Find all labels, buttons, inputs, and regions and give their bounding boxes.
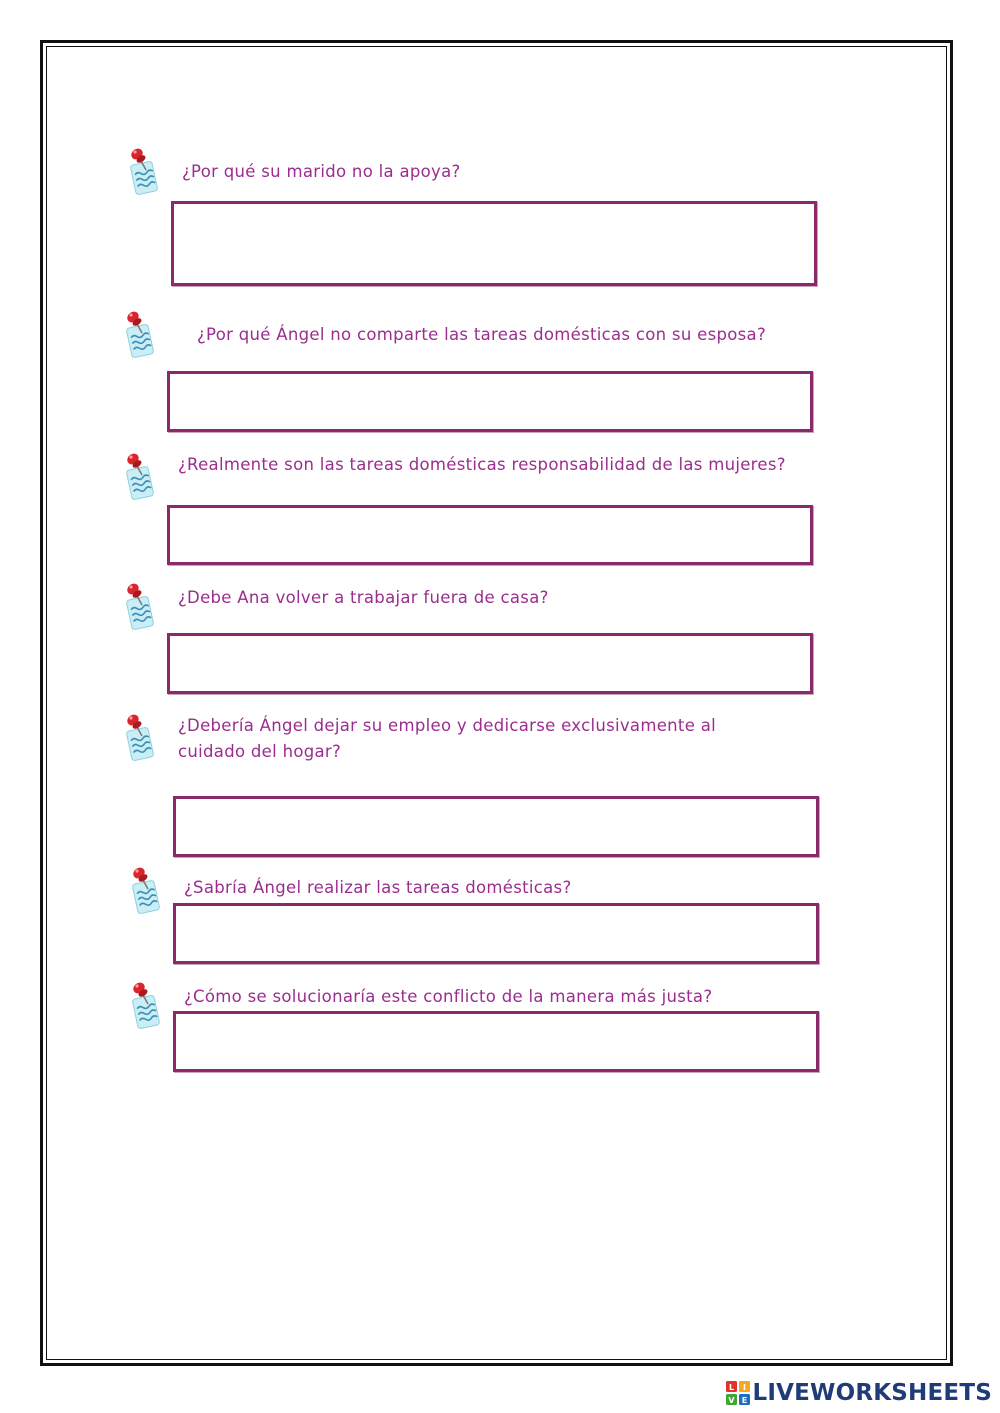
liveworksheets-logo-icon	[726, 1381, 750, 1405]
answer-box-2[interactable]	[167, 371, 813, 432]
brand-name: LIVEWORKSHEETS	[752, 1380, 992, 1406]
svg-text:L: L	[728, 1383, 734, 1392]
answer-box-3[interactable]	[167, 505, 813, 565]
answer-input-4[interactable]	[170, 636, 810, 691]
pushpin-memo-icon	[126, 865, 166, 917]
answer-input-5[interactable]	[176, 799, 816, 854]
answer-input-7[interactable]	[176, 1014, 816, 1069]
answer-input-6[interactable]	[176, 906, 816, 961]
question-1: ¿Por qué su marido no la apoya?	[182, 162, 461, 181]
svg-text:I: I	[742, 1383, 746, 1392]
pushpin-memo-icon	[120, 451, 160, 503]
question-7: ¿Cómo se solucionaría este conflicto de la manera más justa?	[184, 987, 713, 1006]
svg-text:V: V	[727, 1396, 735, 1405]
answer-input-2[interactable]	[170, 374, 810, 429]
answer-input-1[interactable]	[174, 204, 814, 283]
pushpin-memo-icon	[120, 309, 160, 361]
question-2: ¿Por qué Ángel no comparte las tareas domésticas con su esposa?	[197, 325, 766, 344]
question-4: ¿Debe Ana volver a trabajar fuera de casa?	[178, 588, 549, 607]
answer-box-1[interactable]	[171, 201, 817, 286]
answer-box-6[interactable]	[173, 903, 819, 964]
question-3: ¿Realmente son las tareas domésticas responsabilidad de las mujeres?	[178, 455, 786, 474]
footer-brand[interactable]	[726, 1378, 992, 1408]
pushpin-memo-icon	[120, 581, 160, 633]
pushpin-memo-icon	[126, 980, 166, 1032]
pushpin-memo-icon	[124, 146, 164, 198]
question-6: ¿Sabría Ángel realizar las tareas domésticas?	[184, 878, 572, 897]
answer-input-3[interactable]	[170, 508, 810, 562]
answer-box-5[interactable]	[173, 796, 819, 857]
answer-box-4[interactable]	[167, 633, 813, 694]
question-5: ¿Debería Ángel dejar su empleo y dedicarse exclusivamente al cuidado del hogar?	[178, 716, 716, 761]
svg-text:E: E	[741, 1396, 747, 1405]
answer-box-7[interactable]	[173, 1011, 819, 1072]
pushpin-memo-icon	[120, 712, 160, 764]
